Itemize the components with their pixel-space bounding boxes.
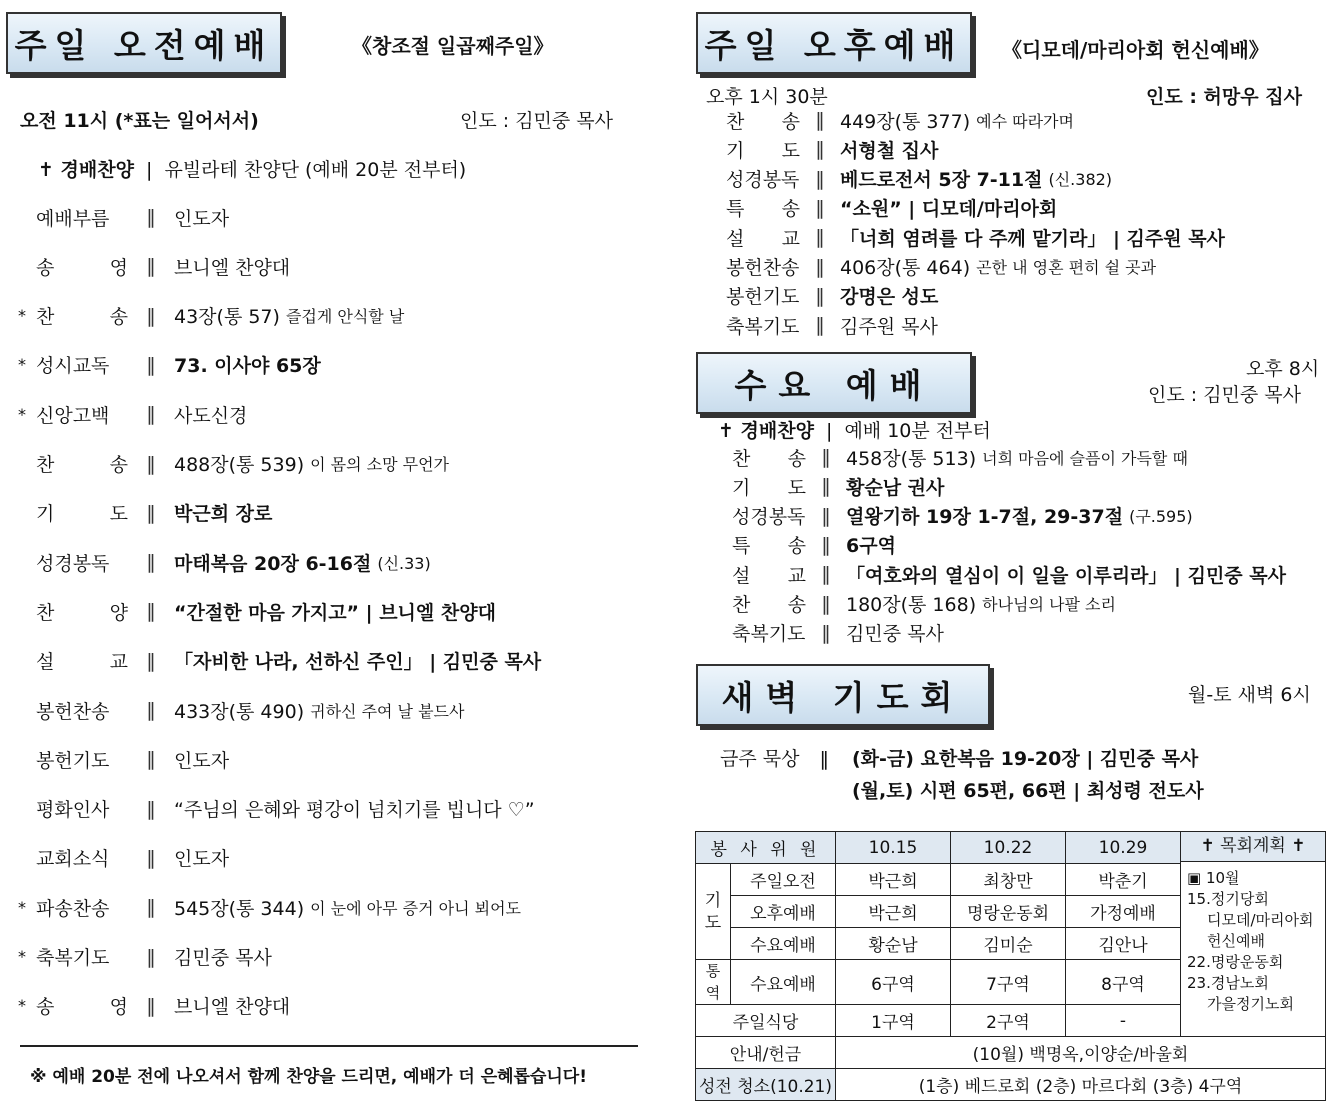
- order-row: [18, 892, 521, 922]
- wednesday-title: 수요 예배: [696, 352, 972, 414]
- order-label: 설 교: [36, 651, 128, 674]
- order-value: 브니엘 찬양대: [174, 996, 291, 1019]
- plan-entry: 디모데/마리아회: [1207, 911, 1314, 929]
- order-note: (신.382): [1048, 170, 1113, 190]
- order-value: 마태복음 20장 6-16절: [174, 552, 372, 575]
- order-note: (구.595): [1129, 507, 1193, 527]
- stand-marker: *: [18, 306, 26, 326]
- order-value: 김민중 목사: [174, 947, 272, 969]
- order-value: 베드로전서 5장 7-11절: [840, 169, 1043, 192]
- separator: ‖: [821, 621, 831, 644]
- order-value: 433장(통 490): [174, 700, 305, 723]
- order-row: [732, 619, 944, 647]
- order-row: [18, 991, 290, 1021]
- order-row: [732, 560, 1286, 588]
- order-label: 성경봉독: [726, 169, 800, 192]
- wednesday-leader: 인도 : 김민중 목사: [1148, 384, 1301, 406]
- duty-cell: 2구역: [951, 1005, 1066, 1037]
- separator: ‖: [815, 284, 825, 307]
- order-row: [732, 502, 1193, 530]
- morning-prelude: ✝ 경배찬양 | 유빌라테 찬양단 (예배 20분 전부터): [38, 159, 467, 181]
- duty-date: 10.29: [1066, 832, 1181, 864]
- zone-group-label: 통역: [696, 960, 731, 1005]
- plan-title: ✝ 목회계획 ✝: [1181, 832, 1325, 862]
- order-label: 봉헌찬송: [726, 257, 800, 279]
- order-value: 406장(통 464): [840, 257, 971, 279]
- order-label: 평화인사: [36, 799, 110, 822]
- order-value: 458장(통 513): [846, 447, 977, 470]
- order-note: 귀하신 주여 날 붙드사: [310, 701, 465, 721]
- duty-cell: 6구역: [836, 960, 951, 1005]
- order-row: [18, 695, 464, 725]
- duty-cell: -: [1066, 1005, 1181, 1037]
- order-label: 축복기도: [732, 623, 806, 646]
- order-row: [726, 194, 1057, 222]
- dawn-label: 금주 묵상 ‖: [720, 748, 830, 770]
- order-label: 봉헌찬송: [36, 700, 110, 723]
- duty-cell: 7구역: [951, 960, 1066, 1005]
- order-label: 예배부름: [36, 207, 110, 230]
- order-label: 특 송: [726, 198, 800, 221]
- plan-entry: 헌신예배: [1207, 932, 1265, 950]
- order-label: 교회소식: [36, 848, 110, 871]
- order-label: 설 교: [732, 564, 806, 587]
- order-note: (신.33): [377, 553, 431, 573]
- duty-row-label: 성전 청소(10.21): [696, 1069, 836, 1101]
- separator: ‖: [815, 196, 825, 219]
- duty-table: [695, 831, 1326, 1101]
- duty-cell: (1층) 베드로회 (2층) 마르다회 (3층) 4구역: [836, 1069, 1326, 1101]
- separator: ‖: [146, 206, 156, 228]
- duty-cell: 명랑운동회: [951, 896, 1066, 928]
- order-row: [732, 531, 896, 559]
- order-label: 성시교독: [36, 355, 110, 378]
- order-value: 강명은 성도: [840, 286, 939, 309]
- separator: ‖: [821, 533, 831, 556]
- order-row: [18, 744, 229, 774]
- separator: ‖: [821, 504, 831, 527]
- order-value: 449장(통 377): [840, 110, 971, 133]
- order-label: 찬 송: [36, 454, 128, 476]
- order-row: [726, 106, 1074, 134]
- order-label: 성경봉독: [36, 552, 110, 575]
- order-label: 찬 송: [732, 594, 806, 616]
- order-label: 봉헌기도: [726, 286, 800, 309]
- duty-row-label: 주일식당: [696, 1005, 836, 1037]
- order-label: 파송찬송: [36, 897, 110, 920]
- morning-service: [0, 0, 660, 1107]
- separator: ‖: [146, 551, 156, 574]
- morning-leader: 인도 : 김민중 목사: [460, 110, 613, 132]
- order-value: 6구역: [846, 535, 896, 558]
- order-label: 송 영: [36, 996, 128, 1019]
- order-label: 찬 송: [36, 306, 128, 329]
- duty-date: 10.22: [951, 832, 1066, 864]
- duty-cell: 황순남: [836, 928, 951, 960]
- order-value: 인도자: [174, 848, 230, 871]
- duty-cell: 박근희: [836, 864, 951, 896]
- prayer-group-label: 기도: [696, 864, 731, 960]
- order-label: 기 도: [732, 476, 806, 499]
- order-value: 황순남 권사: [846, 476, 945, 499]
- separator: ‖: [815, 138, 825, 161]
- dawn-time: 월-토 새벽 6시: [1188, 684, 1311, 706]
- order-row: [18, 646, 541, 676]
- separator: ‖: [146, 649, 156, 672]
- order-value: 「너희 염려를 다 주께 맡기라」 | 김주원 목사: [840, 227, 1225, 250]
- stand-marker: *: [18, 897, 26, 917]
- order-row: [18, 547, 431, 577]
- separator: ‖: [146, 797, 156, 820]
- order-value: 인도자: [174, 207, 230, 230]
- wednesday-time: 오후 8시: [1246, 358, 1320, 380]
- separator: ‖: [146, 846, 156, 869]
- order-row: [732, 443, 1188, 471]
- order-row: [732, 472, 944, 500]
- separator: ‖: [815, 167, 825, 190]
- order-row: [18, 350, 321, 380]
- duty-cell: 김안나: [1066, 928, 1181, 960]
- order-value: 인도자: [174, 749, 230, 772]
- order-value: 박근희 장로: [174, 503, 273, 526]
- order-value: 서형철 집사: [840, 139, 939, 162]
- pastoral-plan: [1181, 832, 1326, 1037]
- order-label: 찬 양: [36, 601, 128, 624]
- order-value: 488장(통 539): [174, 454, 305, 476]
- order-value: 열왕기하 19장 1-7절, 29-37절: [846, 506, 1124, 529]
- order-note: 즐겁게 안식할 날: [285, 307, 405, 327]
- duty-date: 10.15: [836, 832, 951, 864]
- separator: ‖: [146, 699, 156, 721]
- order-note: 이 눈에 아무 증거 아니 뵈어도: [310, 898, 522, 918]
- order-row: [726, 165, 1112, 193]
- separator: ‖: [146, 304, 156, 327]
- order-value: 김주원 목사: [840, 315, 938, 338]
- order-value: 43장(통 57): [174, 306, 280, 329]
- afternoon-title: 주일 오후예배: [696, 12, 972, 74]
- order-value: 「자비한 나라, 선하신 주인」 | 김민중 목사: [174, 651, 542, 674]
- order-value: “간절한 마음 가지고” | 브니엘 찬양대: [174, 601, 496, 624]
- dawn-title: 새벽 기도회: [696, 664, 990, 726]
- order-value: 73. 이사야 65장: [174, 355, 321, 378]
- plan-entry: 23.경남노회: [1187, 974, 1269, 992]
- prelude-text: 예배 10분 전부터: [844, 420, 991, 442]
- order-value: “소원” | 디모데/마리아회: [840, 198, 1058, 221]
- order-row: [726, 135, 938, 163]
- afternoon-leader: 인도 : 허망우 집사: [1146, 86, 1302, 108]
- order-note: 너희 마음에 슬픔이 가득할 때: [982, 448, 1188, 468]
- duty-cell: 가정예배: [1066, 896, 1181, 928]
- duty-row-label: 오후예배: [731, 896, 836, 928]
- separator: ‖: [146, 945, 156, 968]
- order-label: 기 도: [726, 139, 800, 162]
- duty-cell: 박춘기: [1066, 864, 1181, 896]
- order-note: 예수 따라가며: [976, 111, 1074, 131]
- separator: ‖: [146, 896, 156, 919]
- order-row: [732, 590, 1116, 618]
- stand-marker: *: [18, 404, 26, 424]
- order-label: 성경봉독: [732, 506, 806, 529]
- plan-month: ▣ 10월: [1187, 869, 1240, 887]
- order-row: [726, 223, 1225, 251]
- separator: ‖: [146, 600, 156, 623]
- order-row: [18, 498, 272, 528]
- separator: ‖: [146, 255, 156, 278]
- prelude-label: ✝ 경배찬양: [38, 159, 134, 181]
- order-row: [18, 843, 229, 873]
- dawn-line-2: (월,토) 시편 65편, 66편 | 최성령 전도사: [852, 780, 1204, 802]
- morning-subtitle: 《창조절 일곱째주일》: [352, 34, 554, 58]
- order-row: [18, 301, 404, 331]
- separator: ‖: [821, 563, 831, 586]
- order-note: 곤한 내 영혼 편히 쉴 곳과: [976, 258, 1157, 277]
- plan-entry: 22.명랑운동회: [1187, 953, 1284, 971]
- order-label: 축복기도: [36, 947, 110, 969]
- duty-row-label: 주일오전: [731, 864, 836, 896]
- duty-cell: 김미순: [951, 928, 1066, 960]
- order-label: 특 송: [732, 535, 806, 558]
- order-row: [726, 282, 938, 310]
- separator: ‖: [146, 353, 156, 376]
- order-label: 축복기도: [726, 315, 800, 338]
- separator: ‖: [821, 592, 831, 615]
- footer-note: ※ 예배 20분 전에 나오셔서 함께 찬양을 드리면, 예배가 더 은혜롭습니다!: [30, 1067, 587, 1087]
- order-row: [18, 794, 535, 824]
- order-value: 545장(통 344): [174, 897, 305, 920]
- order-label: 기 도: [36, 503, 128, 526]
- order-label: 찬 송: [726, 110, 800, 133]
- order-label: 설 교: [726, 227, 800, 250]
- order-label: 찬 송: [732, 447, 806, 470]
- duty-cell: 박근희: [836, 896, 951, 928]
- separator: ‖: [821, 475, 831, 498]
- prelude-label: ✝ 경배찬양: [718, 420, 814, 442]
- afternoon-subtitle: 《디모데/마리아회 헌신예배》: [1002, 38, 1269, 62]
- wednesday-prelude: ✝ 경배찬양 | 예배 10분 전부터: [718, 420, 991, 442]
- divider: [20, 1045, 638, 1047]
- order-note: 이 몸의 소망 무언가: [310, 455, 450, 474]
- order-label: 송 영: [36, 256, 128, 279]
- dawn-line-1: (화-금) 요한복음 19-20장 | 김민중 목사: [852, 748, 1199, 770]
- duty-cell: (10월) 백명옥,이양순/바울회: [836, 1037, 1326, 1069]
- dawn-label-text: 금주 묵상: [720, 748, 800, 770]
- prelude-text: 유빌라테 찬양단 (예배 20분 전부터): [164, 159, 467, 181]
- separator: ‖: [815, 226, 825, 249]
- morning-title: 주일 오전예배: [6, 12, 282, 74]
- order-label: 신앙고백: [36, 404, 110, 427]
- order-row: [18, 251, 290, 281]
- duty-cell: 최창만: [951, 864, 1066, 896]
- order-row: [18, 202, 229, 232]
- duty-cell: 8구역: [1066, 960, 1181, 1005]
- stand-marker: *: [18, 947, 26, 966]
- duty-header: 봉 사 위 원: [696, 832, 836, 864]
- order-row: [18, 399, 247, 429]
- plan-entry: 가을정기노회: [1207, 995, 1294, 1013]
- separator: ‖: [146, 452, 156, 475]
- stand-marker: *: [18, 355, 26, 375]
- order-value: 「여호와의 열심이 이 일을 이루리라」 | 김민중 목사: [846, 564, 1286, 587]
- order-value: 김민중 목사: [846, 623, 944, 646]
- order-value: 브니엘 찬양대: [174, 256, 291, 279]
- order-row: [726, 253, 1156, 281]
- order-label: 봉헌기도: [36, 749, 110, 772]
- separator: ‖: [821, 446, 831, 468]
- separator: ‖: [815, 255, 825, 278]
- duty-cell: 1구역: [836, 1005, 951, 1037]
- order-value: 사도신경: [174, 404, 248, 427]
- separator: ‖: [146, 403, 156, 426]
- separator: ‖: [146, 994, 156, 1017]
- order-note: 하나님의 나팔 소리: [982, 595, 1116, 614]
- afternoon-time: 오후 1시 30분: [706, 86, 828, 108]
- order-row: [18, 942, 272, 972]
- separator: ‖: [815, 314, 825, 337]
- order-value: 180장(통 168): [846, 594, 977, 616]
- plan-entry: 15.정기당회: [1187, 890, 1269, 908]
- morning-time: 오전 11시 (*표는 일어서서): [20, 110, 259, 132]
- separator: ‖: [146, 748, 156, 771]
- order-value: “주님의 은혜와 평강이 넘치기를 빕니다 ♡”: [174, 799, 535, 822]
- duty-row-label: 수요예배: [731, 928, 836, 960]
- stand-marker: *: [18, 996, 26, 1016]
- separator: ‖: [815, 109, 825, 131]
- duty-row-label: 수요예배: [731, 960, 836, 1005]
- order-row: [726, 311, 938, 339]
- order-row: [18, 449, 449, 479]
- separator: ‖: [146, 501, 156, 524]
- order-row: [18, 596, 496, 626]
- duty-row-label: 안내/헌금: [696, 1037, 836, 1069]
